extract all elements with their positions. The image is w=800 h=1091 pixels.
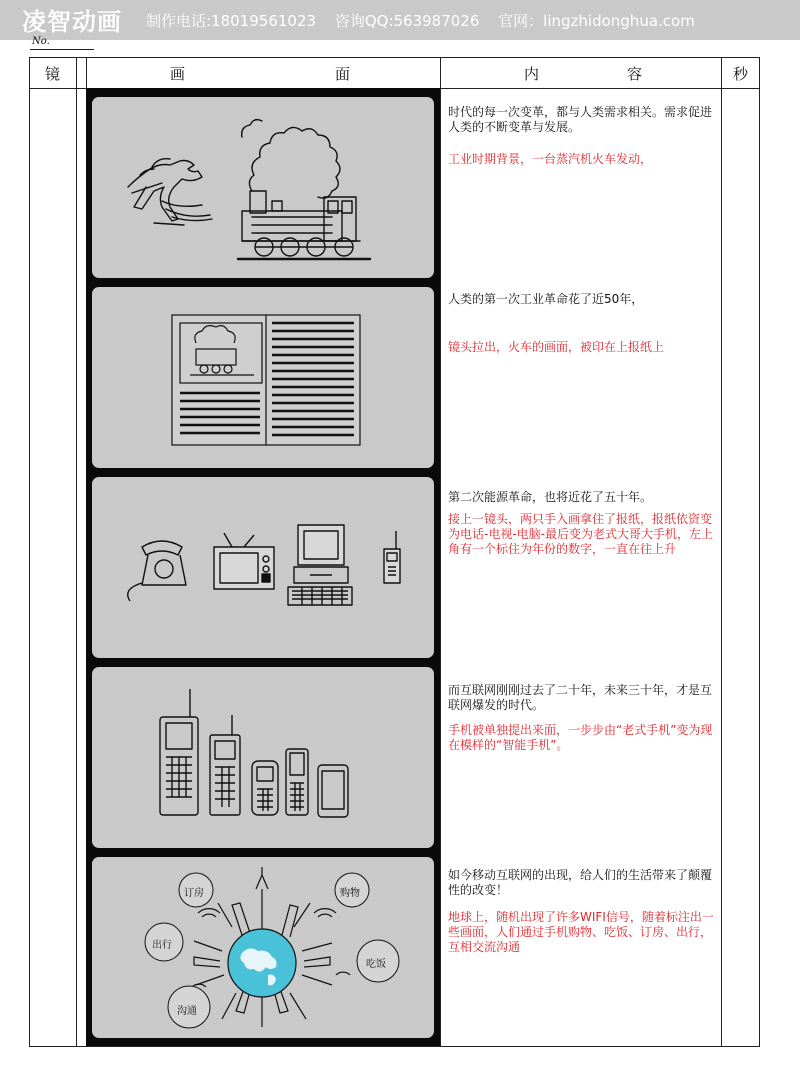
- shot-3-narration: 第二次能源革命，也将近花了五十年。: [448, 490, 653, 504]
- shot-2-narration: 人类的第一次工业革命花了近50年，: [448, 292, 644, 306]
- newspaper-illustration: [92, 287, 434, 468]
- phone-evolution-illustration: [92, 667, 434, 848]
- header-content-right: 容: [627, 65, 643, 83]
- website-text: 官网：lingzhidonghua.com: [498, 12, 695, 30]
- shot-1-direction: 工业时期背景，一台蒸汽机火车发动，: [448, 152, 653, 166]
- contact-info: [146, 10, 709, 31]
- header-content-left: 内: [524, 65, 540, 83]
- picture-strip: [86, 88, 440, 1046]
- shot-1-narration: 时代的每一次变革，都与人类需求相关。需求促进人类的不断变革与发展。: [448, 105, 713, 134]
- devices-illustration: [92, 477, 434, 658]
- shot-5-direction: 地球上，随机出现了许多WIFI信号，随着标注出一些画面，人们通过手机购物、吃饭、订房、出行，互相交流沟通: [448, 910, 714, 954]
- shot-3-direction: 接上一镜头，两只手入画拿住了报纸，报纸依资变为电话-电视-电脑-最后变为老式大哥大手机，左上角有一个标住为年份的数字，一直在往上升: [448, 512, 713, 556]
- sheet-number-line: [30, 49, 94, 50]
- shot-4-direction: 手机被单独提出来面，一步步由“老式手机”变为现在模样的“智能手机”。: [448, 723, 713, 752]
- header-picture-right: 面: [335, 65, 351, 83]
- bubble-shopping: 购物: [340, 888, 360, 899]
- shot-2-direction: 镜头拉出，火车的画面，被印在上报纸上: [448, 340, 665, 354]
- column-divider: [76, 58, 77, 1046]
- steam-train-illustration: [92, 97, 434, 278]
- panel-devices: [92, 477, 434, 658]
- header-shot: 镜: [45, 65, 61, 83]
- brand-logo: 凌智动画: [22, 8, 122, 36]
- panel-newspaper: [92, 287, 434, 468]
- sheet-number-label: No.: [32, 36, 50, 47]
- qq-text: 咨询QQ:563987026: [334, 12, 480, 30]
- header-seconds: 秒: [733, 65, 749, 83]
- panel-phone-evolution: [92, 667, 434, 848]
- bubble-travel: 出行: [152, 940, 172, 951]
- column-divider: [440, 58, 441, 1046]
- panel-steam-train: [92, 97, 434, 278]
- column-divider: [721, 58, 722, 1046]
- shot-5-narration: 如今移动互联网的出现，给人们的生活带来了颠覆性的改变！: [448, 868, 713, 897]
- bubble-dining: 吃饭: [366, 959, 386, 970]
- bubble-communication: 沟通: [177, 1006, 197, 1017]
- header-picture-left: 画: [170, 65, 186, 83]
- phone-text: 制作电话:18019561023: [146, 12, 317, 30]
- globe-illustration: [92, 857, 434, 1038]
- brand-bar: [0, 0, 800, 40]
- shot-4-narration: 而互联网刚刚过去了二十年，未来三十年，才是互联网爆发的时代。: [448, 683, 713, 712]
- panel-mobile-internet: [92, 857, 434, 1038]
- bubble-booking: 订房: [184, 888, 204, 899]
